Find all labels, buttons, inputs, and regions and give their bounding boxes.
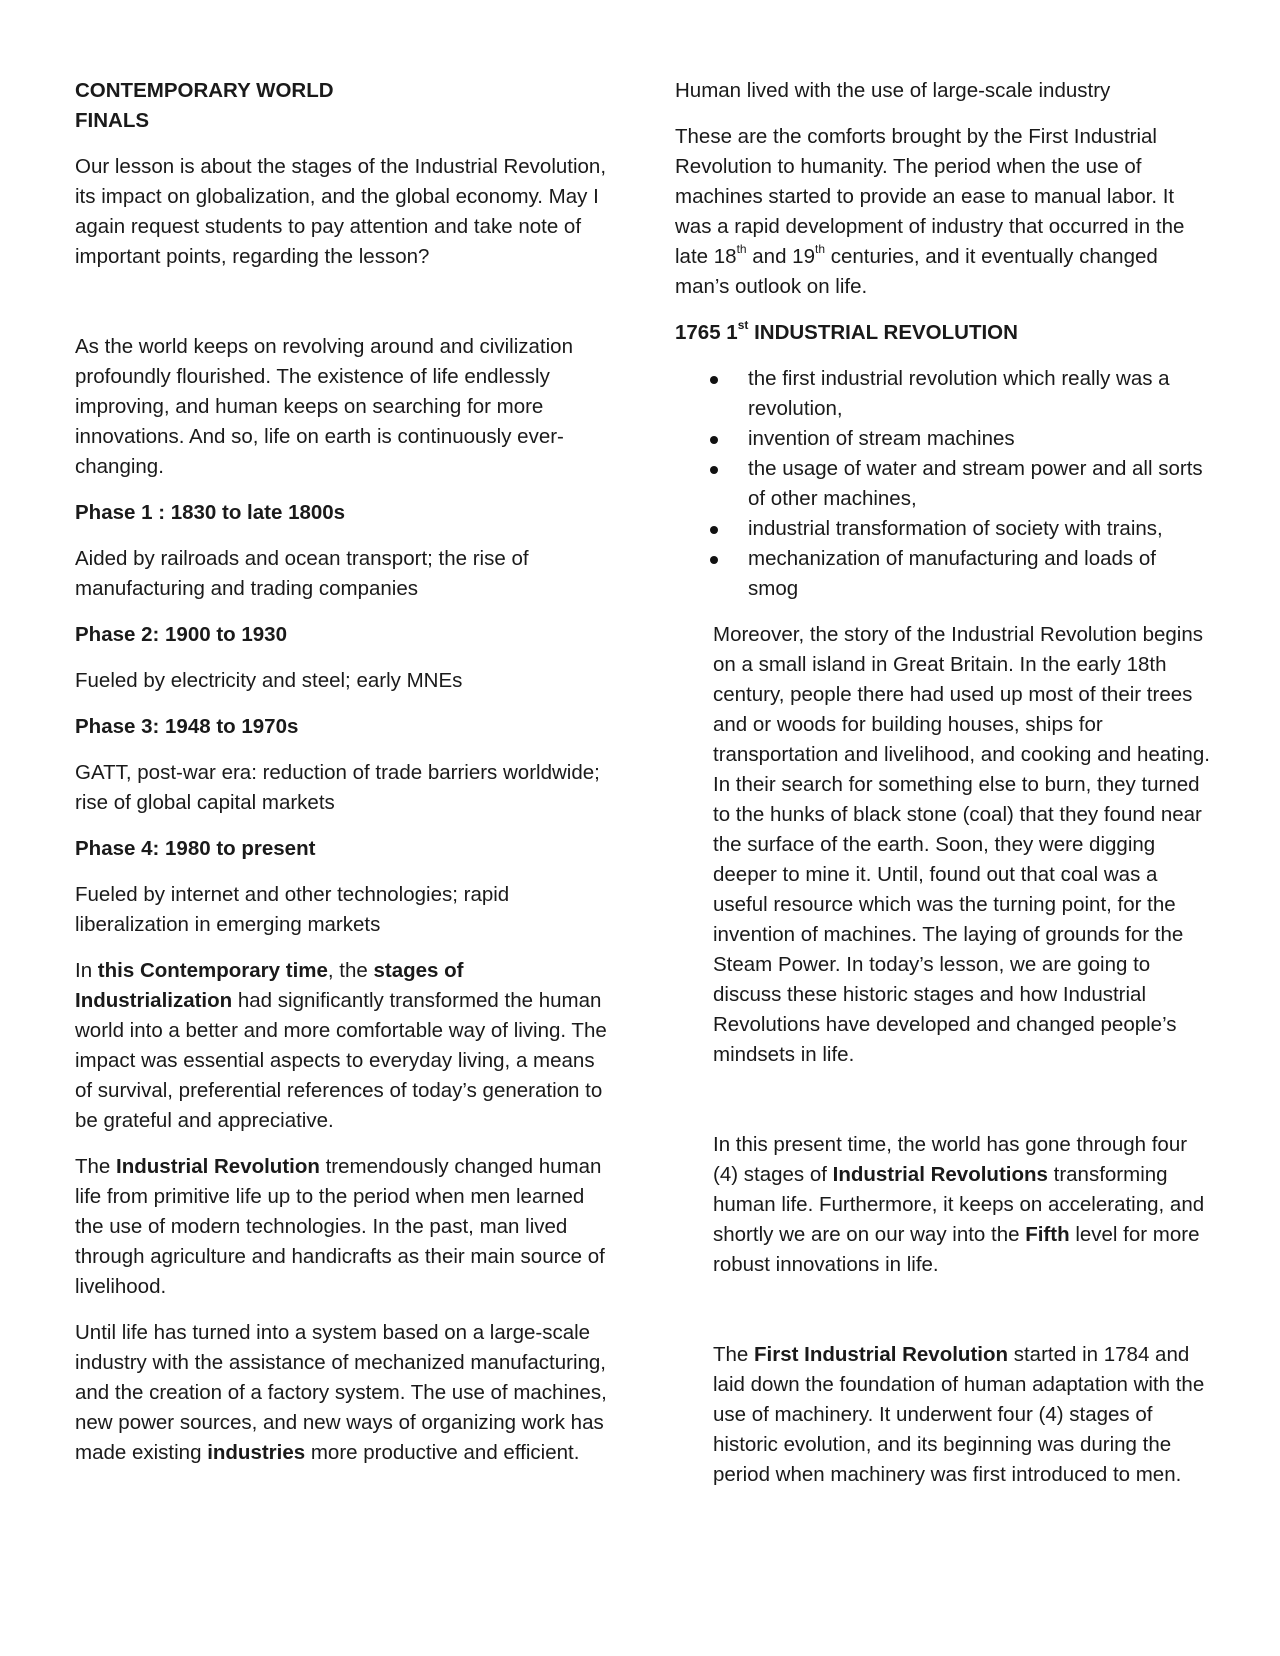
moreover-paragraph: Moreover, the story of the Industrial Revolution begins on a small island in Great Britain. In the early 18th century, people there had used up most of their trees and or woods for building houses, ships for transportation and livelihood, and cooking and heating. In their search for something else to burn, they turned to the hunks of black stone (coal) that they found near the surface of the earth. Soon, they were digging deeper to mine it. Until, found out that coal was a useful resource which was the turning point, for the invention of machines. The laying of grounds for the Steam Power. In today’s lesson, we are going to discuss these historic stages and how Industrial Revolutions have developed and changed people’s mindsets in life.	[713, 623, 1210, 1066]
phase-1-title: Phase 1 : 1830 to late 1800s	[75, 501, 346, 524]
comforts-paragraph: These are the comforts brought by the First Industrial Revolution to humanity. The period when the use of machines started to provide an ease to manual labor. It was a rapid development of industry that occurred in the late 18th and 19th centuries, and it eventually changed man’s outlook on life.	[675, 125, 1185, 298]
bullet-icon	[710, 526, 718, 534]
list-item: industrial transformation of society with trains,	[748, 514, 1210, 544]
present-time-paragraph: In this present time, the world has gone through four (4) stages of Industrial Revolutions transforming human life. Furthermore, it keeps on accelerating, and shortly we are on our way into the Fifth level for more robust innovations in life.	[713, 1133, 1205, 1276]
left-column	[75, 76, 610, 1468]
list-item: mechanization of manufacturing and loads of smog	[748, 544, 1210, 604]
phase-1-description: Aided by railroads and ocean transport; the rise of manufacturing and trading companies	[75, 547, 529, 600]
revolution-bullet-list	[675, 364, 1210, 604]
intro-paragraph: Our lesson is about the stages of the Industrial Revolution, its impact on globalization, and the global economy. May I again request students to pay attention and take note of important points, regarding the lesson?	[75, 155, 607, 268]
large-scale-industry-paragraph: Until life has turned into a system based on a large-scale industry with the assistance of mechanized manufacturing, and the creation of a factory system. The use of machines, new power sources, and new ways of organizing work has made existing industries more productive and efficient.	[75, 1321, 607, 1464]
world-paragraph: As the world keeps on revolving around and civilization profoundly flourished. The existence of life endlessly improving, and human keeps on searching for more innovations. And so, life on earth is continuously ever-changing.	[75, 335, 573, 478]
phase-4-description: Fueled by internet and other technologies; rapid liberalization in emerging markets	[75, 883, 510, 936]
industrial-revolution-paragraph: The Industrial Revolution tremendously changed human life from primitive life up to the period when men learned the use of modern technologies. In the past, man lived through agriculture and handicrafts as their main source of livelihood.	[75, 1155, 605, 1298]
phase-2-description: Fueled by electricity and steel; early MNEs	[75, 669, 463, 692]
bullet-icon	[710, 376, 718, 384]
human-line: Human lived with the use of large-scale industry	[675, 79, 1111, 102]
bullet-icon	[710, 556, 718, 564]
first-revolution-heading: 1765 1st INDUSTRIAL REVOLUTION	[675, 318, 1018, 344]
list-item: the first industrial revolution which really was a revolution,	[748, 364, 1210, 424]
phase-2-title: Phase 2: 1900 to 1930	[75, 623, 287, 646]
phase-3-description: GATT, post-war era: reduction of trade barriers worldwide; rise of global capital markets	[75, 761, 600, 814]
list-item: the usage of water and stream power and all sorts of other machines,	[748, 454, 1210, 514]
course-title: CONTEMPORARY WORLD	[75, 79, 334, 102]
bullet-icon	[710, 436, 718, 444]
exam-label: FINALS	[75, 109, 150, 132]
right-column	[675, 76, 1210, 1490]
phase-4-title: Phase 4: 1980 to present	[75, 837, 316, 860]
list-item: invention of stream machines	[748, 424, 1210, 454]
bullet-icon	[710, 466, 718, 474]
contemporary-paragraph: In this Contemporary time, the stages of Industrialization had significantly transformed the human world into a better and more comfortable way of living. The impact was essential aspects to everyday living, a means of survival, preferential references of today’s generation to be grateful and appreciative.	[75, 959, 607, 1132]
phase-3-title: Phase 3: 1948 to 1970s	[75, 715, 299, 738]
first-industrial-revolution-paragraph: The First Industrial Revolution started in 1784 and laid down the foundation of human adaptation with the use of machinery. It underwent four (4) stages of historic evolution, and its beginning was during the period when machinery was first introduced to men.	[713, 1343, 1205, 1486]
